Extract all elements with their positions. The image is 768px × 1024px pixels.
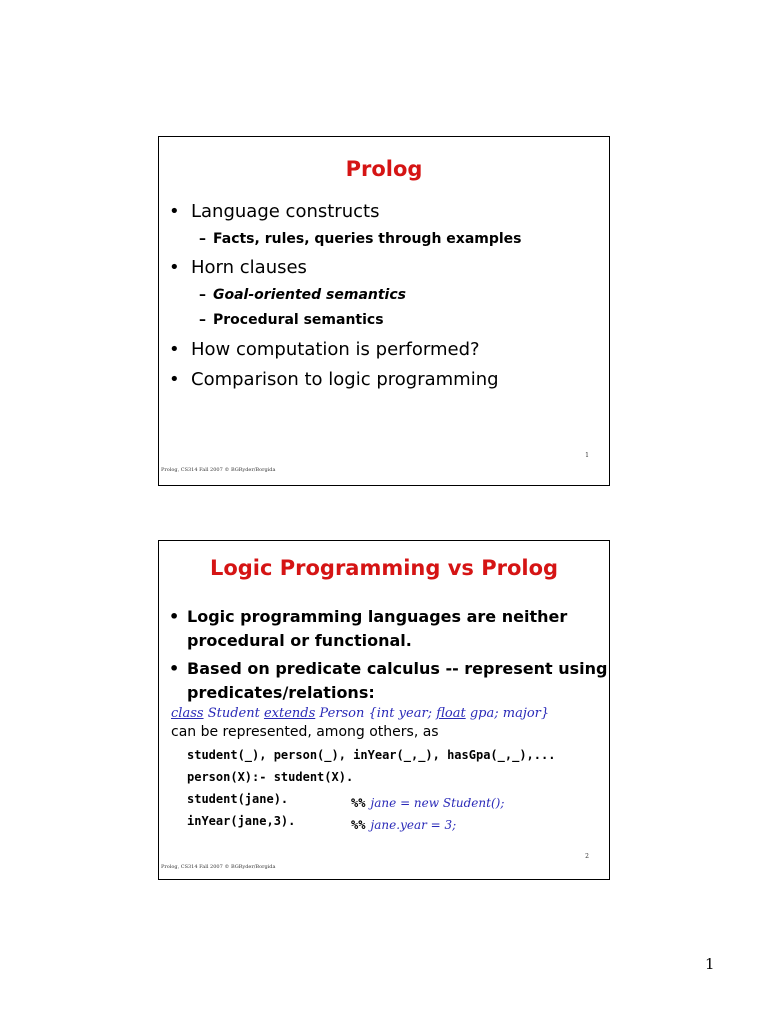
bullet-text-line2: procedural or functional. [187,631,412,650]
bullet-item [169,201,379,222]
bullet-text-line1: Logic programming languages are neither [187,607,568,626]
java-token: Student [207,706,260,721]
slide-2 [158,540,610,880]
bullet-text-line1: Based on predicate calculus -- represent using [187,659,608,678]
bullet-marker: • [169,369,180,390]
code-line: person(X):- student(X). [187,770,354,784]
bullet-item [169,339,480,360]
bullet-marker: • [169,201,180,222]
java-keyword: extends [263,706,316,721]
code-line: student(_), person(_), inYear(_,_), hasGpa(_,_),... [187,748,556,762]
comment-marker: %% [351,796,366,810]
comment-text: jane.year = 3; [370,818,457,832]
slide-footer: Prolog, CS314 Fall 2007 © BGRyder/Borgida [161,467,276,473]
slide-footer: Prolog, CS314 Fall 2007 © BGRyder/Borgida [161,864,276,870]
sub-bullet-item [199,231,522,247]
slide-title: Prolog [345,157,423,181]
code-comment [351,814,456,833]
page-number: 1 [705,955,715,973]
java-token: year; [398,706,433,721]
java-token: {int [368,706,395,721]
bullet-text: How computation is performed? [191,339,480,360]
bullet-text-line2: predicates/relations: [187,683,375,702]
code-line: student(jane). [187,792,289,806]
code-comment [351,792,504,811]
bullet-item [169,605,567,653]
sub-bullet-text: Facts, rules, queries through examples [213,231,522,247]
bullet-text: Language constructs [191,201,380,222]
sub-bullet-item [199,312,384,328]
dash-marker: – [199,231,206,247]
slide-title: Logic Programming vs Prolog [209,556,559,580]
bullet-marker: • [169,257,180,278]
sub-bullet-text: Goal-oriented semantics [213,287,406,303]
bullet-marker: • [169,339,180,360]
bullet-item [169,257,307,278]
bullet-text: Horn clauses [191,257,307,278]
comment-text: jane = new Student(); [370,796,505,810]
comment-marker: %% [351,818,366,832]
bullet-marker: • [169,659,180,678]
code-line: inYear(jane,3). [187,814,296,828]
slide-1 [158,136,610,486]
sub-bullet-item [199,287,406,303]
slide-number: 1 [585,452,589,459]
sub-bullet-text: Procedural semantics [213,312,384,328]
java-token: gpa; [469,706,499,721]
bullet-item [169,369,499,390]
prose-line: can be represented, among others, as [171,724,439,740]
java-keyword: float [436,706,466,721]
slide-number: 2 [585,853,589,860]
java-keyword: class [171,706,204,721]
java-token: Person [319,706,365,721]
bullet-text: Comparison to logic programming [191,369,499,390]
java-token: major} [502,706,550,721]
bullet-marker: • [169,607,180,626]
dash-marker: – [199,287,206,303]
bullet-item [169,657,607,705]
java-class-example [171,706,549,721]
dash-marker: – [199,312,206,328]
